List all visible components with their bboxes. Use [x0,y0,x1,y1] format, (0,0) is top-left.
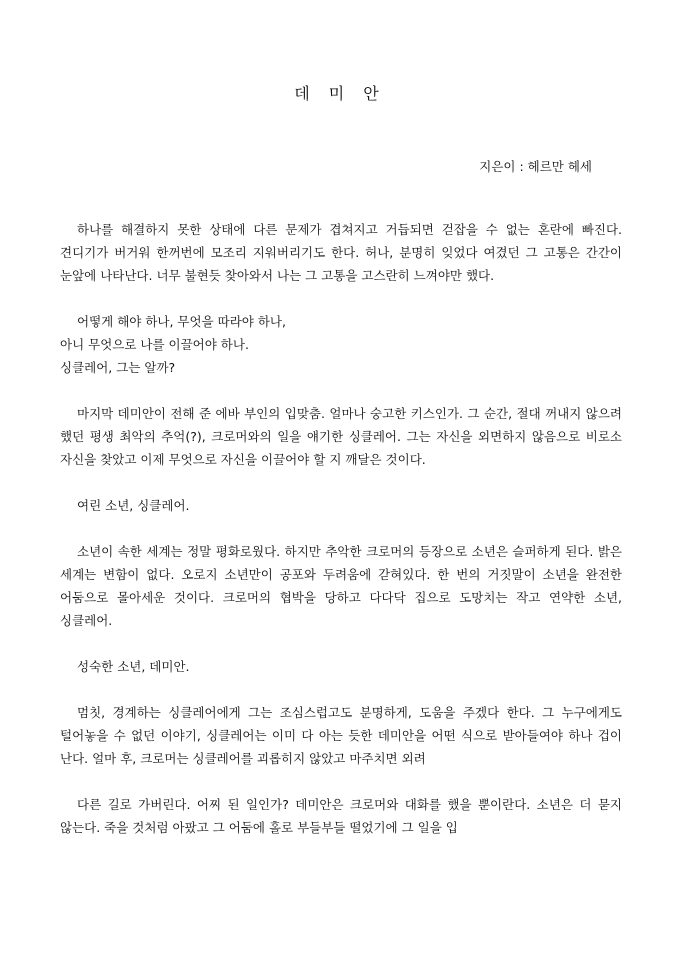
poem-line: 싱클레어, 그는 알까? [60,360,176,375]
document-title: 데 미 안 [294,84,386,103]
paragraph: 소년이 속한 세계는 정말 평화로웠다. 하지만 추악한 크로머의 등장으로 소년은 슬퍼하게 된다. 밝은 세계는 변함이 없다. 오로지 소년만이 공포와 두려움에 갇혀있다. 한 번의 거짓말이 소년을 완전한 어둠으로 몰아세운 것이다. 크로머의 협박을 당하고 다다닥 집으로 도망치는 작고 연약한 소년, 싱클레어. [60,544,622,628]
poem-line: 아니 무엇으로 나를 이끌어야 하나. [60,337,249,352]
paragraph: 성숙한 소년, 데미안. [77,659,190,674]
paragraph: 멈칫, 경계하는 싱클레어에게 그는 조심스럽고도 분명하게, 도움을 주겠다 한다. 그 누구에게도 털어놓을 수 없던 이야기, 싱클레어는 이미 다 아는 듯한 데미안을 어떤 식으로 받아들여야 하나 겁이 난다. 얼마 후, 크로머는 싱클레어를 괴롭히지 않았고 마주치면 외려 [60,705,622,766]
document-body [60,218,622,862]
paragraph: 여린 소년, 싱클레어. [77,498,190,513]
paragraph: 하나를 해결하지 못한 상태에 다른 문제가 겹쳐지고 거듭되면 걷잡을 수 없는 혼란에 빠진다. 견디기가 버거워 한꺼번에 모조리 지워버리기도 한다. 허나, 분명히 잊었다 여겼던 그 고통은 간간이 눈앞에 나타난다. 너무 불현듯 찾아와서 나는 그 고통을 고스란히 느껴야만 했다. [60,222,622,283]
paragraph: 다른 길로 가버린다. 어찌 된 일인가? 데미안은 크로머와 대화를 했을 뿐이란다. 소년은 더 묻지 않는다. 죽을 것처럼 아팠고 그 어둠에 홀로 부들부들 떨었기에 그 일을 입 [60,797,622,835]
poem-line: 어떻게 해야 하나, 무엇을 따라야 하나, [77,314,286,329]
paragraph: 마지막 데미안이 전해 준 에바 부인의 입맞춤. 얼마나 숭고한 키스인가. 그 순간, 절대 꺼내지 않으려 했던 평생 최악의 추억(?), 크로머와의 일을 얘기한 싱클레어. 그는 자신을 외면하지 않음으로 비로소 자신을 찾았고 이제 무엇으로 자신을 이끌어야 할 지 깨달은 것이다. [60,406,622,467]
document-author: 지은이 : 헤르만 헤세 [479,159,592,174]
poem-block [60,310,622,379]
